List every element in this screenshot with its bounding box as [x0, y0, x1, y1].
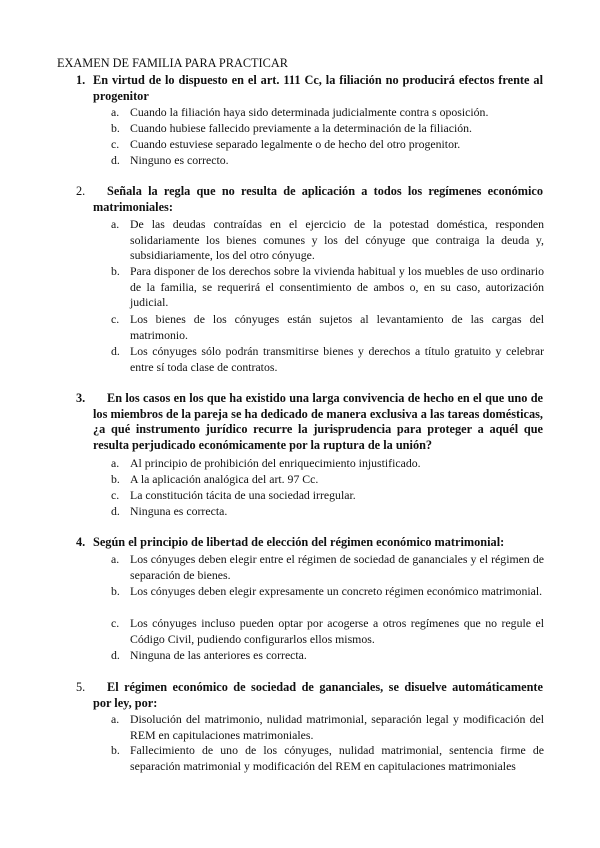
option-letter: a.: [111, 456, 120, 470]
question-text: En los casos en los que ha existido una larga convivencia de hecho en el que uno de los miembros de la pareja se ha dedicado de manera exclusiva a las tareas domésticas, ¿a qué instrumento jurídico recurre la jurisprudencia para proteger a aquél que resulta perjudicado económicamente por la ruptura de la unión?: [93, 391, 543, 452]
option-letter: d.: [111, 153, 120, 167]
option-letter: a.: [111, 105, 120, 119]
option-text: Disolución del matrimonio, nulidad matrimonial, separación legal y modificación del REM en capitulaciones matrimoniales.: [130, 712, 544, 742]
option-letter: b.: [111, 121, 120, 135]
option-letter: b.: [111, 743, 120, 757]
option-letter: b.: [111, 584, 120, 598]
option-text: Los bienes de los cónyuges están sujetos al levantamiento de las cargas del matrimonio.: [130, 312, 544, 342]
option-text: Los cónyuges deben elegir entre el régimen de sociedad de gananciales y el régimen de separación de bienes.: [130, 552, 544, 582]
option-text: Los cónyuges incluso pueden optar por acogerse a otros regímenes que no regule el Código Civil, pudiendo configurarlos ellos mismos.: [130, 616, 544, 646]
option-letter: d.: [111, 344, 120, 358]
question-text: El régimen económico de sociedad de gananciales, se disuelve automáticamente por ley, por:: [93, 680, 543, 710]
question-number: 1.: [76, 73, 86, 87]
option-text: Cuando hubiese fallecido previamente a la determinación de la filiación.: [130, 121, 472, 135]
option-text: Para disponer de los derechos sobre la vivienda habitual y los muebles de uso ordinario de la familia, se requerirá el consentimiento de ambos o, en su caso, autorización judicial.: [130, 264, 544, 309]
option-text: Cuando la filiación haya sido determinada judicialmente contra s oposición.: [130, 105, 489, 119]
option-letter: d.: [111, 648, 120, 662]
question-text: Según el principio de libertad de elección del régimen económico matrimonial:: [93, 535, 505, 549]
question-number: 4.: [76, 535, 86, 549]
option-text: La constitución tácita de una sociedad irregular.: [130, 488, 356, 502]
option-text: Fallecimiento de uno de los cónyuges, nulidad matrimonial, sentencia firme de separación matrimonial y modificación del REM en capitulaciones matrimoniales: [130, 743, 544, 773]
exam-title: EXAMEN DE FAMILIA PARA PRACTICAR: [57, 56, 288, 70]
option-text: Ninguna de las anteriores es correcta.: [130, 648, 307, 662]
option-text: Al principio de prohibición del enriquecimiento injustificado.: [130, 456, 421, 470]
option-letter: a.: [111, 712, 120, 726]
question-number: 2.: [76, 184, 86, 198]
option-letter: b.: [111, 472, 120, 486]
option-letter: d.: [111, 504, 120, 518]
option-letter: c.: [111, 312, 120, 326]
option-text: A la aplicación analógica del art. 97 Cc.: [130, 472, 319, 486]
option-letter: c.: [111, 616, 120, 630]
option-letter: a.: [111, 217, 120, 231]
question-number: 3.: [76, 391, 86, 405]
option-text: De las deudas contraídas en el ejercicio de la potestad doméstica, responden solidariamente los bienes comunes y los del cónyuge que contraiga la deuda y, subsidiariamente, los del otro cónyuge.: [130, 217, 544, 262]
option-letter: c.: [111, 137, 120, 151]
option-letter: c.: [111, 488, 120, 502]
option-text: Ninguno es correcto.: [130, 153, 229, 167]
question-text: Señala la regla que no resulta de aplicación a todos los regímenes económico matrimoniales:: [93, 184, 543, 214]
option-text: Cuando estuviese separado legalmente o de hecho del otro progenitor.: [130, 137, 461, 151]
option-text: Los cónyuges deben elegir expresamente un concreto régimen económico matrimonial.: [130, 584, 543, 598]
option-letter: a.: [111, 552, 120, 566]
question-text: En virtud de lo dispuesto en el art. 111 Cc, la filiación no producirá efectos frente al progenitor: [93, 73, 543, 103]
question-number: 5.: [76, 680, 86, 694]
option-letter: b.: [111, 264, 120, 278]
option-text: Los cónyuges sólo podrán transmitirse bienes y derechos a título gratuito y celebrar entre sí toda clase de contratos.: [130, 344, 544, 374]
option-text: Ninguna es correcta.: [130, 504, 228, 518]
